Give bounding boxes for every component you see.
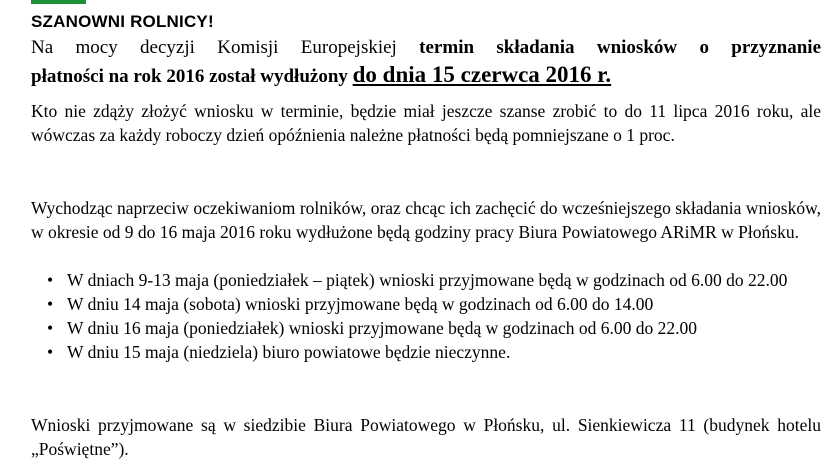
notice-heading: SZANOWNI ROLNICY! (31, 12, 214, 31)
green-header-tab (31, 0, 86, 4)
deadline-intro-text: Na mocy decyzji Komisji Europejskiej (31, 37, 420, 58)
deadline-bold-text-2: płatności na rok 2016 został wydłużony (31, 66, 353, 87)
list-item-text: W dniu 14 maja (sobota) wnioski przyjmowane będą w godzinach od 6.00 do 14.00 (67, 294, 654, 314)
deadline-paragraph (31, 34, 821, 90)
list-item-text: W dniu 15 maja (niedziela) biuro powiatowe będzie nieczynne. (67, 342, 511, 362)
late-submission-paragraph: Kto nie zdąży złożyć wniosku w terminie, będzie miał jeszcze szanse zrobić to do 11 lipca 2016 roku, ale wówczas za każdy roboczy dzień opóźnienia należne płatności będą pomniejszane o 1 proc. (31, 101, 821, 145)
list-item-text: W dniu 16 maja (poniedziałek) wnioski przyjmowane będą w godzinach od 6.00 do 22.00 (67, 318, 698, 338)
extended-hours-paragraph: Wychodząc naprzeciw oczekiwaniom rolników, oraz chcąc ich zachęcić do wcześniejszego składania wniosków, w okresie od 9 do 16 maja 2016 roku wydłużone będą godziny pracy Biura Powiatowego ARiMR w Płońsku. (31, 198, 821, 242)
list-item (31, 316, 821, 340)
list-item (31, 268, 821, 292)
opening-hours-list (31, 268, 821, 364)
deadline-line-1 (31, 34, 821, 61)
deadline-date: do dnia 15 czerwca 2016 r. (352, 62, 612, 87)
bullet-icon: • (47, 294, 54, 314)
bullet-icon: • (47, 342, 54, 362)
list-item-text: W dniach 9-13 maja (poniedziałek – piątek) wnioski przyjmowane będą w godzinach od 6.00 do 22.00 (67, 270, 788, 290)
office-address-paragraph: Wnioski przyjmowane są w siedzibie Biura Powiatowego w Płońsku, ul. Sienkiewicza 11 (budynek hotelu „Poświętne”). (31, 415, 821, 459)
bullet-icon: • (47, 318, 54, 338)
bullet-icon: • (47, 270, 54, 290)
list-item (31, 292, 821, 316)
deadline-bold-text-1: termin składania wniosków o przyznanie (419, 37, 821, 58)
deadline-line-2 (31, 61, 821, 90)
list-item (31, 340, 821, 364)
